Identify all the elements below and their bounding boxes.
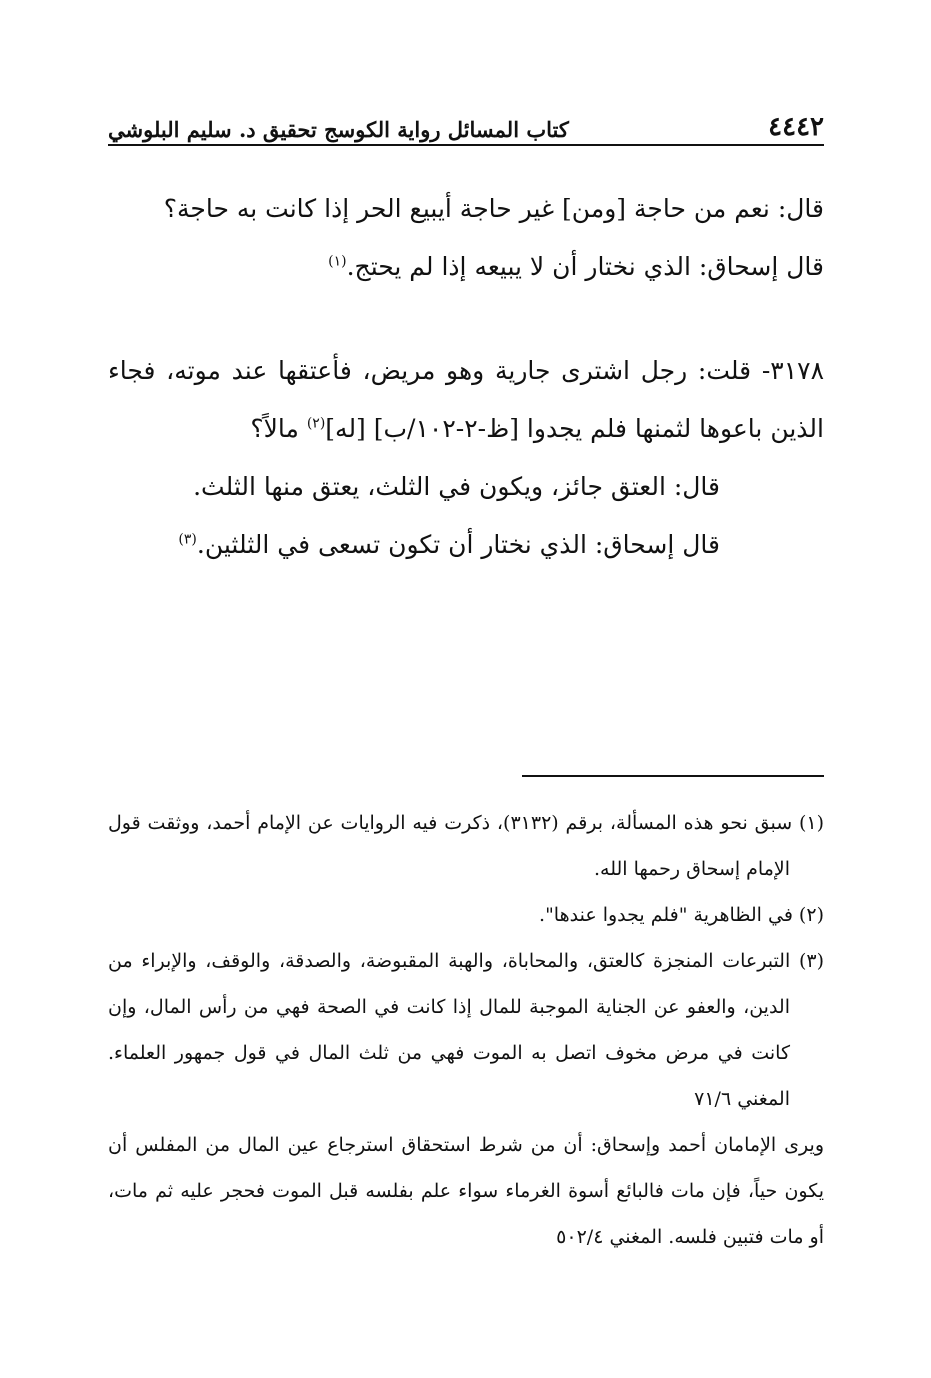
paragraph-answer: قال: نعم من حاجة [ومن] غير حاجة أيبيع الحر إذا كانت به حاجة؟ (163, 194, 824, 223)
footnotes (108, 800, 824, 1260)
book-title: كتاب المسائل رواية الكوسج تحقيق د. سليم البلوشي (108, 117, 569, 142)
page-number: ٤٤٤٢ (768, 112, 824, 142)
header-rule (108, 144, 824, 146)
paragraph-ishaq-1: قال إسحاق: الذي نختار أن لا يبيعه إذا لم يحتج.$^{(١)}$ (328, 252, 824, 281)
footnote-separator (522, 775, 824, 777)
footnote-ref-3[interactable]: (٣) (178, 531, 197, 548)
footnote-3: (٣) التبرعات المنجزة كالعتق، والمحاباة، والهبة المقبوضة، والصدقة، والوقف، والإبراء من الدين، والعفو عن الجناية الموجبة للمال إذا كانت في الصحة فهي من رأس المال، وإن كانت في مرض مخوف اتصل به الموت فهي من ثلث المال في قول جمهور العلماء. المغني ٧١/٦ (108, 950, 824, 1110)
main-text (108, 180, 824, 574)
footnote-2: (٢) في الظاهرية "فلم يجدوا عندها". (539, 904, 824, 926)
footnote-3-continuation: ويرى الإمامان أحمد وإسحاق: أن من شرط استحقاق استرجاع عين المال من المفلس أن يكون حياً، فإن مات فالبائع أسوة الغرماء سواء علم بفلسه قبل الموت فحجر عليه ثم مات، أو مات فتبين فلسه. المغني ٥٠٢/٤ (108, 1134, 824, 1248)
footnote-ref-1[interactable]: (١) (328, 253, 347, 270)
footnote-ref-2[interactable]: (٢) (306, 415, 326, 432)
paragraph-answer-2: قال: العتق جائز، ويكون في الثلث، يعتق منها الثلث. (193, 472, 720, 501)
paragraph-ishaq-2: قال إسحاق: الذي نختار أن تكون تسعى في الثلثين.$^{(٣)}$ (178, 530, 720, 559)
paragraph-question-3178: ٣١٧٨- قلت: رجل اشترى جارية وهو مريض، فأعتقها عند موته، فجاء الذين باعوها لثمنها فلم يجدوا [ظ-٢-١٠٢/ب] [له]$^{(٢)}$ مالاً؟ (108, 356, 824, 443)
footnote-1: (١) سبق نحو هذه المسألة، برقم (٣١٣٢)، ذكرت فيه الروايات عن الإمام أحمد، ووثقت قول الإمام إسحاق رحمها الله. (108, 812, 825, 880)
running-header (108, 100, 824, 140)
